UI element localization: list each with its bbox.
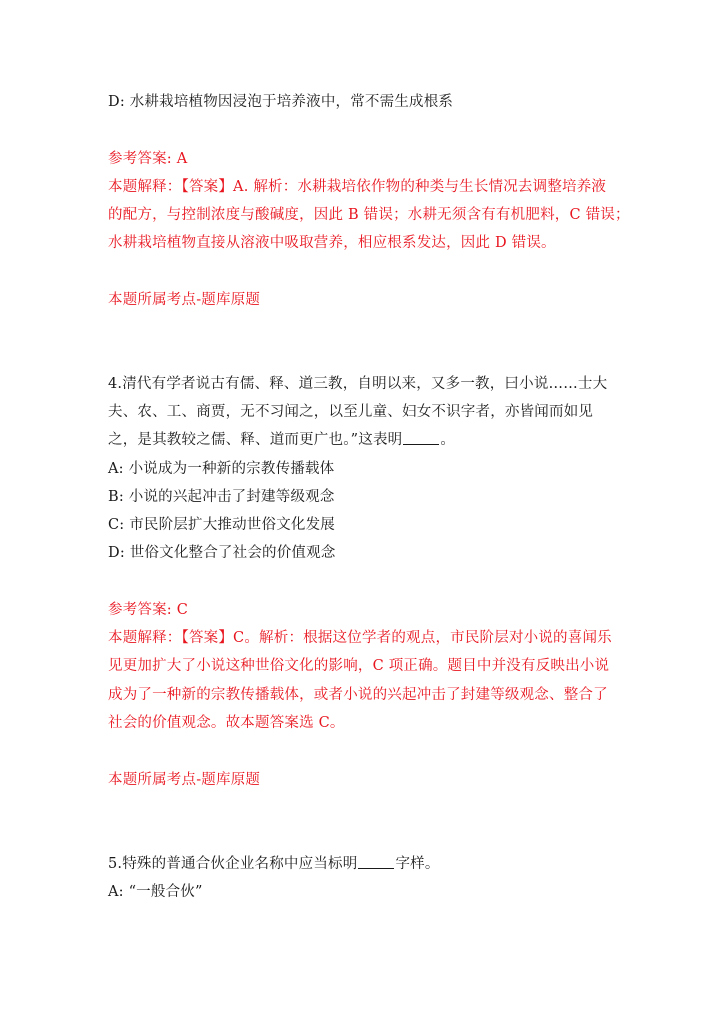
q5-stem-text: 5.特殊的普通合伙企业名称中应当标明 [108, 856, 358, 872]
q4-option-b: B: 小说的兴起冲击了封建等级观念 [108, 489, 335, 505]
q4-explanation-line: 本题解释：【答案】C。解析：根据这位学者的观点，市民阶层对小说的喜闻乐 [108, 630, 612, 646]
q4-option-a: A: 小说成为一种新的宗教传播载体 [108, 461, 335, 477]
q4-explanation-line: 成为了一种新的宗教传播载体，或者小说的兴起冲击了封建等级观念、整合了 [108, 687, 608, 703]
q4-source: 本题所属考点-题库原题 [108, 772, 261, 788]
q4-option-c: C: 市民阶层扩大推动世俗文化发展 [108, 517, 335, 533]
q3-option-d: D: 水耕栽培植物因浸泡于培养液中，常不需生成根系 [108, 94, 454, 110]
q4-explanation-line: 社会的价值观念。故本题答案选 C。 [108, 715, 345, 731]
answer-blank [358, 854, 394, 869]
q3-answer: 参考答案: A [108, 151, 188, 167]
answer-blank [403, 430, 439, 445]
q3-explanation-line: 本题解释：【答案】A. 解析：水耕栽培依作物的种类与生长情况去调整培养液 [108, 179, 607, 195]
q3-explanation-line: 水耕栽培植物直接从溶液中吸取营养，相应根系发达，因此 D 错误。 [108, 235, 556, 251]
q3-explanation-line: 的配方，与控制浓度与酸碱度，因此 B 错误；水耕无须含有有机肥料，C 错误； [108, 207, 630, 223]
q4-option-d: D: 世俗文化整合了社会的价值观念 [108, 545, 336, 561]
q5-stem-end: 字样。 [395, 856, 440, 872]
q5-option-a: A: “一般合伙” [108, 884, 203, 900]
q4-explanation-line: 见更加扩大了小说这种世俗文化的影响，C 项正确。题目中并没有反映出小说 [108, 658, 610, 674]
q4-stem-line [108, 430, 455, 450]
q4-stem-text: 之，是其教较之儒、释、道而更广也。”这表明 [108, 432, 403, 448]
q4-stem-line: 夫、农、工、商贾，无不习闻之，以至儿童、妇女不识字者，亦皆闻而如见 [108, 404, 594, 420]
q3-source: 本题所属考点-题库原题 [108, 292, 261, 308]
q4-answer: 参考答案: C [108, 602, 188, 618]
q4-stem-line: 4.清代有学者说古有儒、释、道三教，自明以来，又多一教，曰小说……士大 [108, 376, 608, 392]
q4-stem-end: 。 [440, 432, 456, 448]
q5-stem [108, 854, 440, 874]
